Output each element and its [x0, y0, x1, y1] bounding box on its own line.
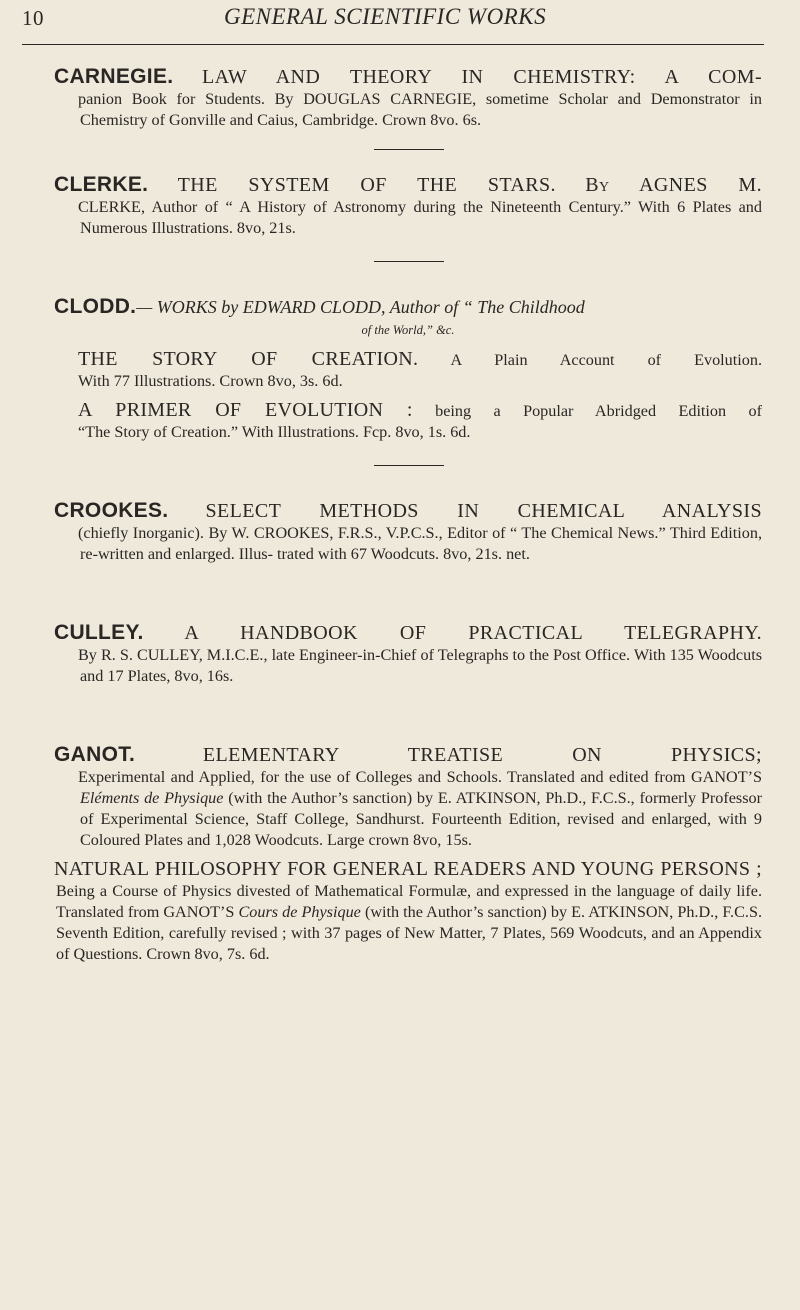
author-name: CROOKES.: [54, 499, 169, 522]
entry-heading: [56, 296, 762, 319]
separator-rule: [374, 149, 444, 150]
book-title: LAW AND THEORY IN CHEMISTRY: A COM-: [202, 66, 763, 88]
work-story-of-creation: [56, 349, 762, 392]
entry-description: With 77 Illustrations. Crown 8vo, 3s. 6d.: [78, 372, 343, 390]
entry-crookes: [56, 500, 762, 565]
author-name: CLODD.: [54, 295, 137, 318]
book-title: A PRIMER OF EVOLUTION :: [78, 399, 413, 421]
entry-description: [56, 767, 762, 851]
catalogue-entries: [56, 66, 762, 965]
entry-clodd: [56, 296, 762, 443]
entry-heading: [56, 744, 762, 767]
author-name: CLERKE.: [54, 173, 149, 196]
works-intro: — WORKS by EDWARD CLODD, Author of “ The Childhood: [136, 297, 585, 317]
description-part: Experimental and Applied, for the use of Colleges and Schools. Translated and edited from GANOT’S: [78, 768, 762, 786]
entry-carnegie: [56, 66, 762, 131]
book-subtitle: A Plain Account of Evolution.: [450, 351, 762, 369]
entry-heading: [56, 66, 762, 89]
page-number: 10: [22, 6, 44, 30]
work-natural-philosophy: [56, 859, 762, 965]
description-part: (with the Author’s sanction) by E. ATKINSON, Ph.D., F.C.S. Seventh Edition, carefully revised ; with 37 pages of New Matter, 7 Plates, 569 Woodcuts, and an Appendix of Questions. Crown 8vo, 7s. 6d.: [56, 903, 762, 963]
entry-description: (chiefly Inorganic). By W. CROOKES, F.R.S., V.P.C.S., Editor of “ The Chemical News.” Third Edition, re-written and enlarged. Illus- trated with 67 Woodcuts. 8vo, 21s. net.: [78, 524, 762, 563]
book-title: SELECT METHODS IN CHEMICAL ANALYSIS: [205, 500, 763, 522]
work-heading: [56, 859, 762, 965]
description-part: (with the Author’s sanction) by E. ATKINSON, Ph.D., F.C.S., formerly Professor of Experimental Science, Staff College, Sandhurst. Fourteenth Edition, revised and enlarged, with 9 Coloured Plates and 1,028 Woodcuts. Large crown 8vo, 15s.: [80, 789, 763, 849]
description-part: Being a Course of Physics divested of Mathematical Formulæ, and expressed in the language of daily life. Translated from GANOT’S: [56, 882, 762, 921]
book-title: THE SYSTEM OF THE STARS.: [177, 174, 556, 196]
header-rule: [22, 44, 764, 45]
page-header: [22, 0, 762, 40]
author-name: CULLEY.: [54, 621, 144, 644]
book-author-by: By AGNES M.: [585, 174, 763, 196]
entry-heading: [56, 622, 762, 645]
book-title: NATURAL PHILOSOPHY FOR GENERAL READERS AND YOUNG PERSONS ;: [54, 858, 762, 880]
author-name: CARNEGIE.: [54, 65, 174, 88]
book-title: THE STORY OF CREATION.: [78, 348, 419, 370]
running-title: GENERAL SCIENTIFIC WORKS: [224, 4, 547, 29]
entry-clerke: [56, 174, 762, 239]
entry-description: “The Story of Creation.” With Illustrations. Fcp. 8vo, 1s. 6d.: [78, 423, 471, 441]
entry-heading: [56, 174, 762, 197]
entry-description: CLERKE, Author of “ A History of Astronomy during the Nineteenth Century.” With 6 Plates and Numerous Illustrations. 8vo, 21s.: [78, 198, 762, 237]
works-intro-tail: of the World,” &c.: [361, 323, 455, 337]
book-subtitle: being a Popular Abridged Edition of: [435, 402, 762, 420]
works-intro-continued: [56, 319, 762, 341]
book-title: ELEMENTARY TREATISE ON PHYSICS;: [202, 744, 763, 766]
entry-description: By R. S. CULLEY, M.I.C.E., late Engineer-in-Chief of Telegraphs to the Post Office. With 135 Woodcuts and 17 Plates, 8vo, 16s.: [78, 646, 762, 685]
work-primer-of-evolution: [56, 400, 762, 443]
work-heading: [80, 349, 762, 371]
entry-culley: [56, 622, 762, 687]
author-name: GANOT.: [54, 743, 136, 766]
french-title: Eléments de Physique: [80, 789, 224, 807]
book-title: A HANDBOOK OF PRACTICAL TELEGRAPHY.: [184, 622, 762, 644]
separator-rule: [374, 261, 444, 262]
entry-description: panion Book for Students. By DOUGLAS CARNEGIE, sometime Scholar and Demonstrator in Chemistry of Gonville and Caius, Cambridge. Crown 8vo. 6s.: [78, 90, 762, 129]
french-title: Cours de Physique: [238, 903, 361, 921]
entry-ganot: [56, 744, 762, 965]
entry-heading: [56, 500, 762, 523]
separator-rule: [374, 465, 444, 466]
work-heading: [80, 400, 762, 422]
